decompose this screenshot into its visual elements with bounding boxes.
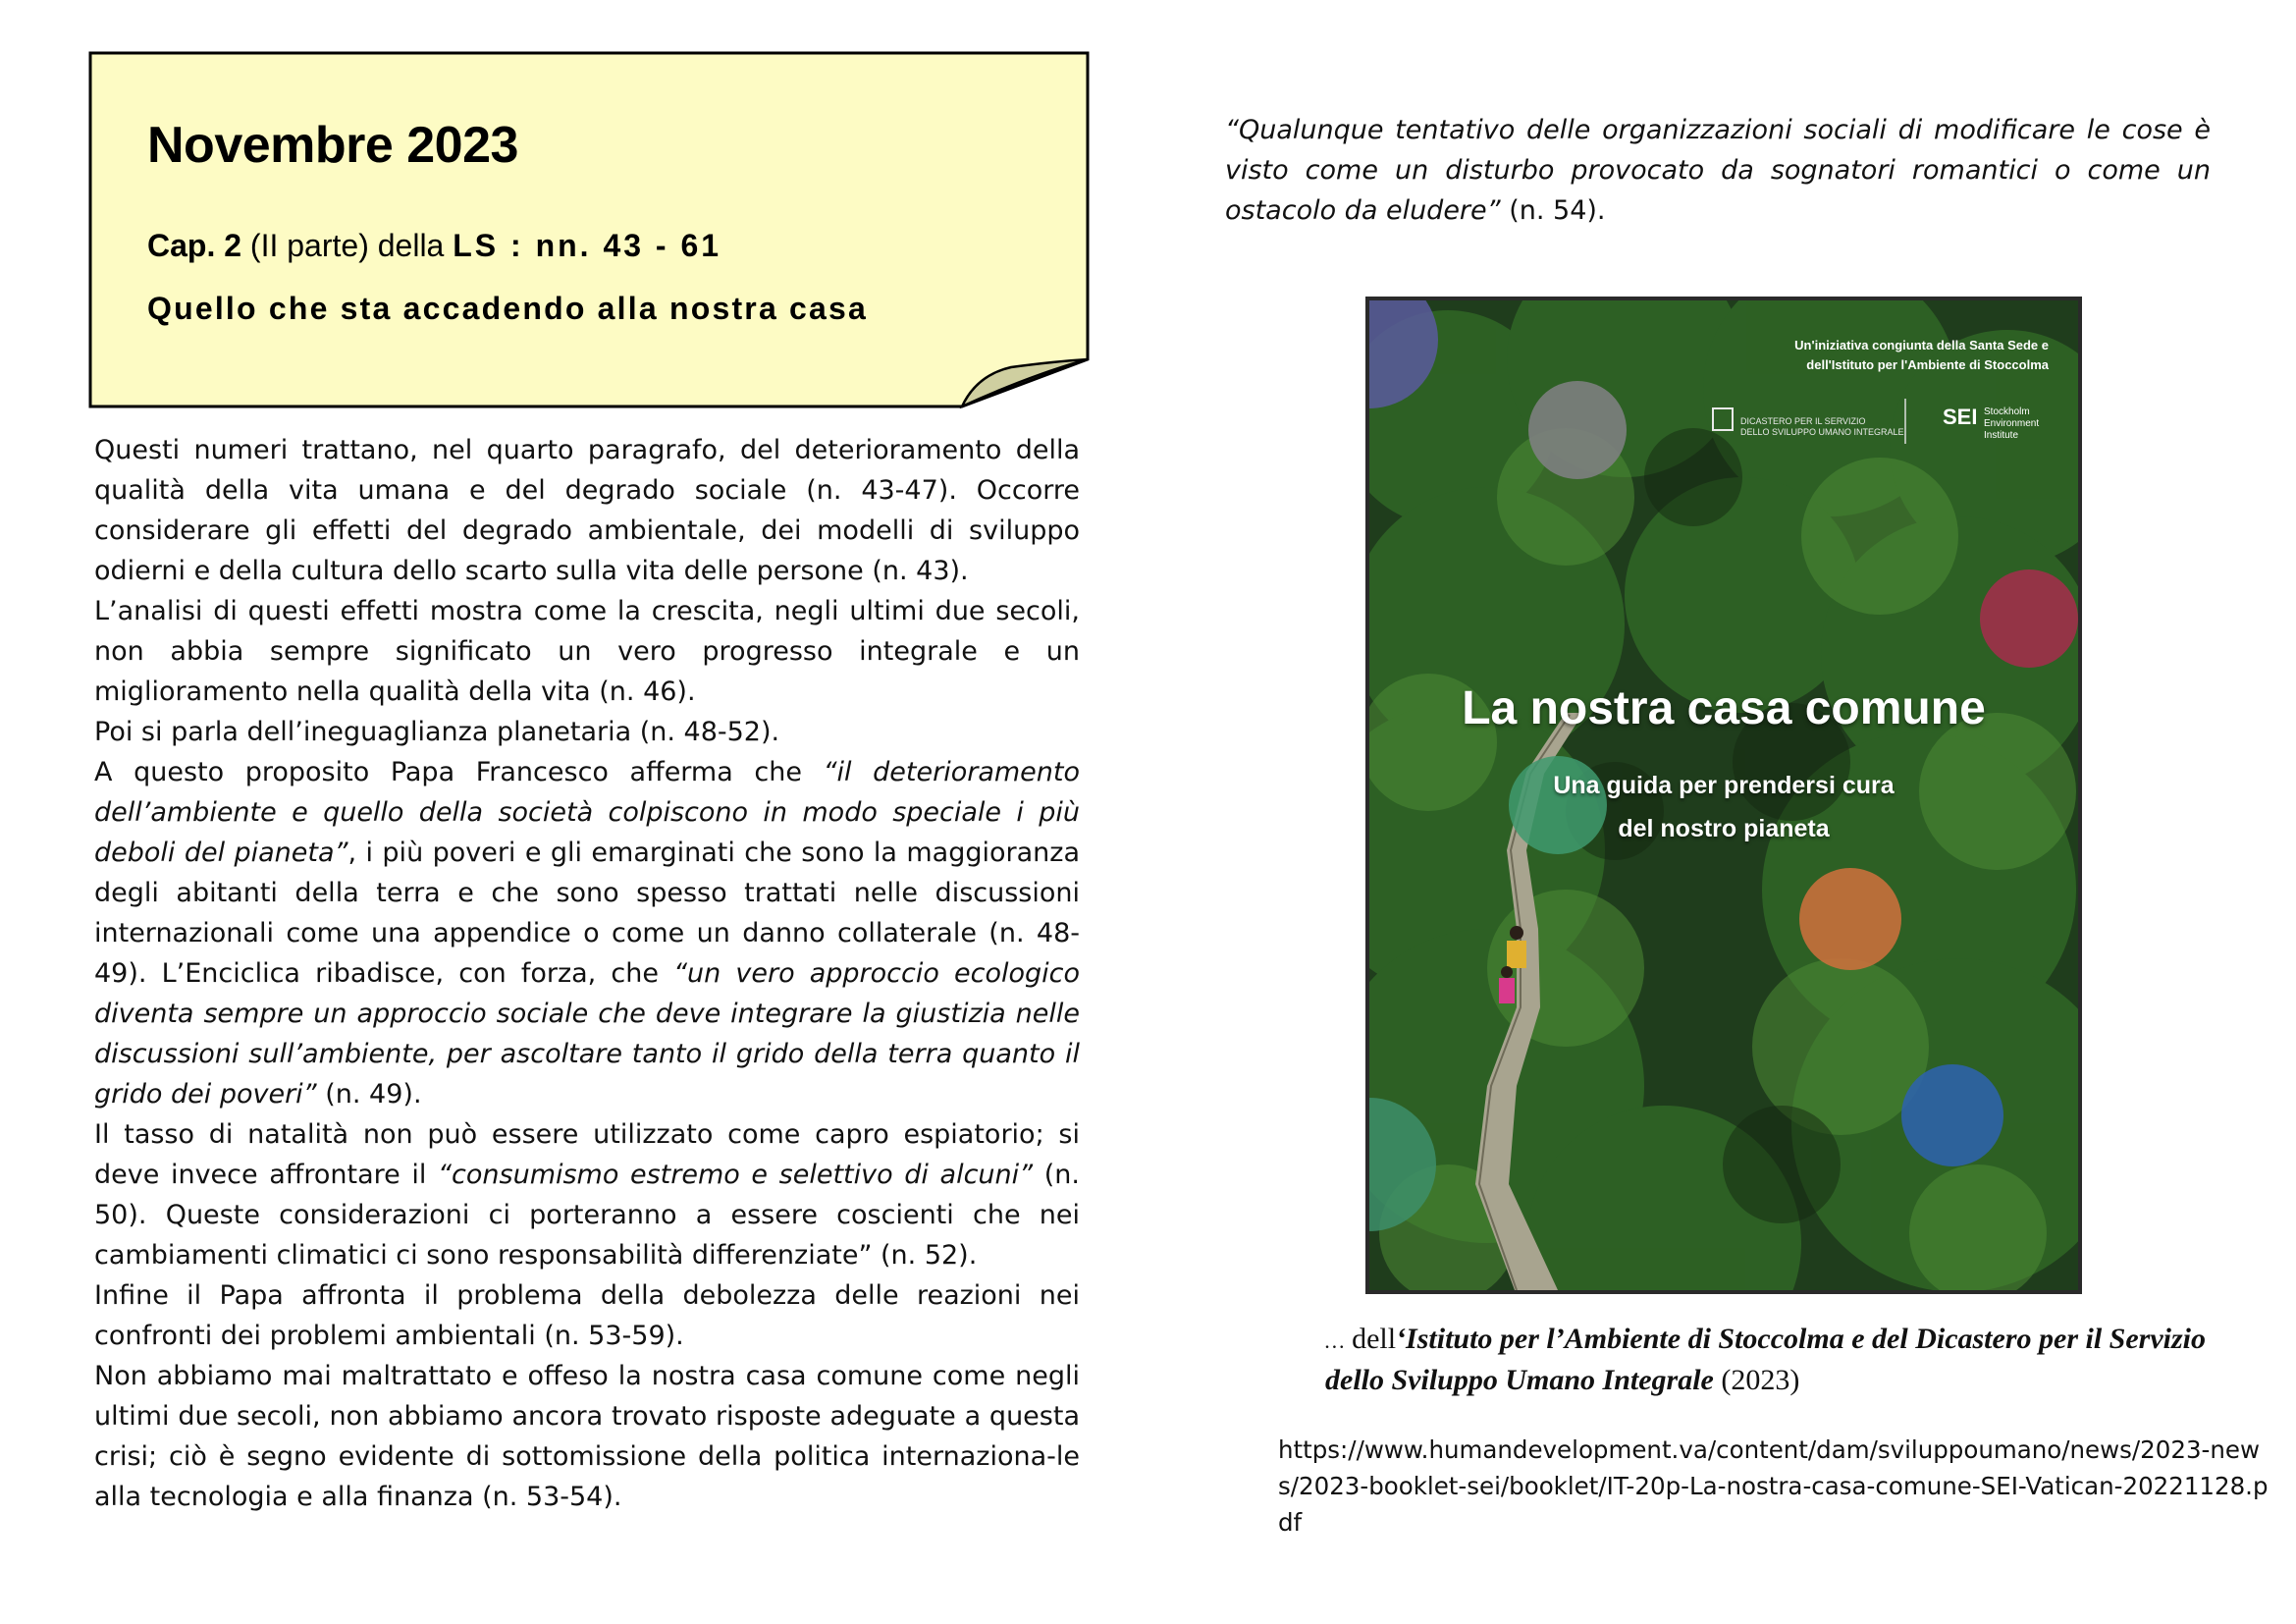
quote-reference: (n. 54).: [1500, 195, 1606, 226]
paragraph: Poi si parla dell’ineguaglianza planetaria (n. 48-52).: [94, 717, 780, 747]
ls-reference: LS : nn. 43 - 61: [453, 228, 722, 263]
paragraph: [94, 752, 1080, 1114]
text-run: (n. 50). Queste considerazioni ci porteranno a essere coscienti che nei cambiamenti climatici ci sono responsabilità differenziate” (n. 52).: [94, 1160, 1080, 1271]
cover-subtitle: [1369, 764, 2078, 850]
quotation: “il deterioramento dell’ambiente e quello della società colpiscono in modo speciale i più deboli del pianeta”: [94, 757, 1081, 868]
quote-text: “Qualunque tentativo delle organizzazioni sociali di modificare le cose è visto come un disturbo provocato da sognatori romantici o come un ostacolo da eludere”: [1225, 115, 2211, 226]
sei-sub-line: Institute: [1984, 430, 2019, 441]
paragraph: L’analisi di questi effetti mostra come la crescita, negli ultimi due secoli, non abbia sempre significato un vero progresso integrale e un miglioramento nella qualità della vita (n. 46).: [94, 596, 1080, 707]
sei-logo: SEI: [1943, 405, 1978, 429]
caption-year: (2023): [1713, 1364, 1800, 1396]
cover-caption: [1325, 1320, 2268, 1400]
paragraph: [94, 1114, 1080, 1275]
pull-quote: [1225, 110, 2211, 231]
cover-title: La nostra casa comune: [1462, 682, 1986, 734]
paragraph: Non abbiamo mai maltrattato e offeso la nostra casa comune come negli ultimi due secoli, non abbiamo ancora trovato risposte adeguate a questa crisi; ciò è segno evidente di sottomissione della politica internaziona-le alla tecnologia e alla finanza (n. 53-54).: [94, 1361, 1080, 1512]
note-title: Novembre 2023: [147, 117, 518, 174]
sei-sub-line: Environment: [1984, 418, 2040, 429]
cover-initiative-line: Un'iniziativa congiunta della Santa Sede e: [1794, 338, 2049, 352]
cover-initiative-text: [1794, 336, 2049, 375]
dicastero-line: DICASTERO PER IL SERVIZIO: [1740, 416, 1866, 426]
text-run: , i più poveri e gli emarginati che sono la maggioranza degli abitanti della terra e che sono spesso trattati nelle discussioni internazionali come una appendice o come un danno collaterale (n. 48-49). L’Enciclica ribadisce, con forza, che: [94, 838, 1080, 989]
dicastero-line: DELLO SVILUPPO UMANO INTEGRALE: [1740, 427, 1904, 437]
della-label: della: [377, 228, 445, 263]
chapter-label: Cap. 2: [147, 228, 242, 263]
cover-initiative-line: dell'Istituto per l'Ambiente di Stoccolma: [1806, 357, 2049, 372]
source-url[interactable]: https://www.humandevelopment.va/content/dam/sviluppoumano/news/2023-news/2023-booklet-sei/booklet/IT-20p-La-nostra-casa-comune-SEI-Vatican-20221128.pdf: [1278, 1435, 2269, 1537]
dicastero-logo-text: [1740, 416, 1904, 438]
part-label: (II parte): [249, 228, 369, 263]
quotation: “un vero approccio ecologico diventa sempre un approccio sociale che deve integrare la giustizia nelle discussioni sull’ambiente, per ascoltare tanto il grido della terra quanto il grido dei poveri”: [94, 958, 1080, 1110]
caption-lead: dell: [1344, 1323, 1397, 1355]
text-run: (n. 49).: [316, 1079, 422, 1110]
text-run: Il tasso di natalità non può essere utilizzato come capro espiatorio; si deve invece affrontare il: [94, 1119, 1080, 1190]
note-chapter-line: [147, 228, 721, 264]
quotation: “consumismo estremo e selettivo di alcuni”: [438, 1160, 1034, 1190]
sei-logo-subtitle: [1984, 406, 2039, 442]
cover-subtitle-line: Una guida per prendersi cura: [1553, 772, 1895, 799]
paragraph: Infine il Papa affronta il problema della debolezza delle reazioni nei confronti dei problemi ambientali (n. 53-59).: [94, 1280, 1080, 1351]
text-run: A questo proposito Papa Francesco afferma che: [94, 757, 824, 787]
body-text: [94, 430, 1080, 1517]
note-subtitle: Quello che sta accadendo alla nostra casa: [147, 291, 869, 326]
header-note: [88, 51, 1090, 408]
sei-sub-line: Stockholm: [1984, 406, 2030, 417]
caption-ellipsis: …: [1325, 1328, 1345, 1353]
paragraph: Questi numeri trattano, nel quarto paragrafo, del deterioramento della qualità della vita umana e del degrado sociale (n. 43-47). Occorre considerare gli effetti del degrado ambientale, dei modelli di sviluppo odierni e della cultura dello scarto sulla vita delle persone (n. 43).: [94, 435, 1080, 586]
booklet-cover-image: [1365, 297, 2082, 1294]
cover-subtitle-line: del nostro pianeta: [1618, 815, 1830, 842]
caption-institutions: ‘Istituto per l’Ambiente di Stoccolma e del Dicastero per il Servizio dello Sviluppo Umano Integrale: [1325, 1323, 2207, 1396]
